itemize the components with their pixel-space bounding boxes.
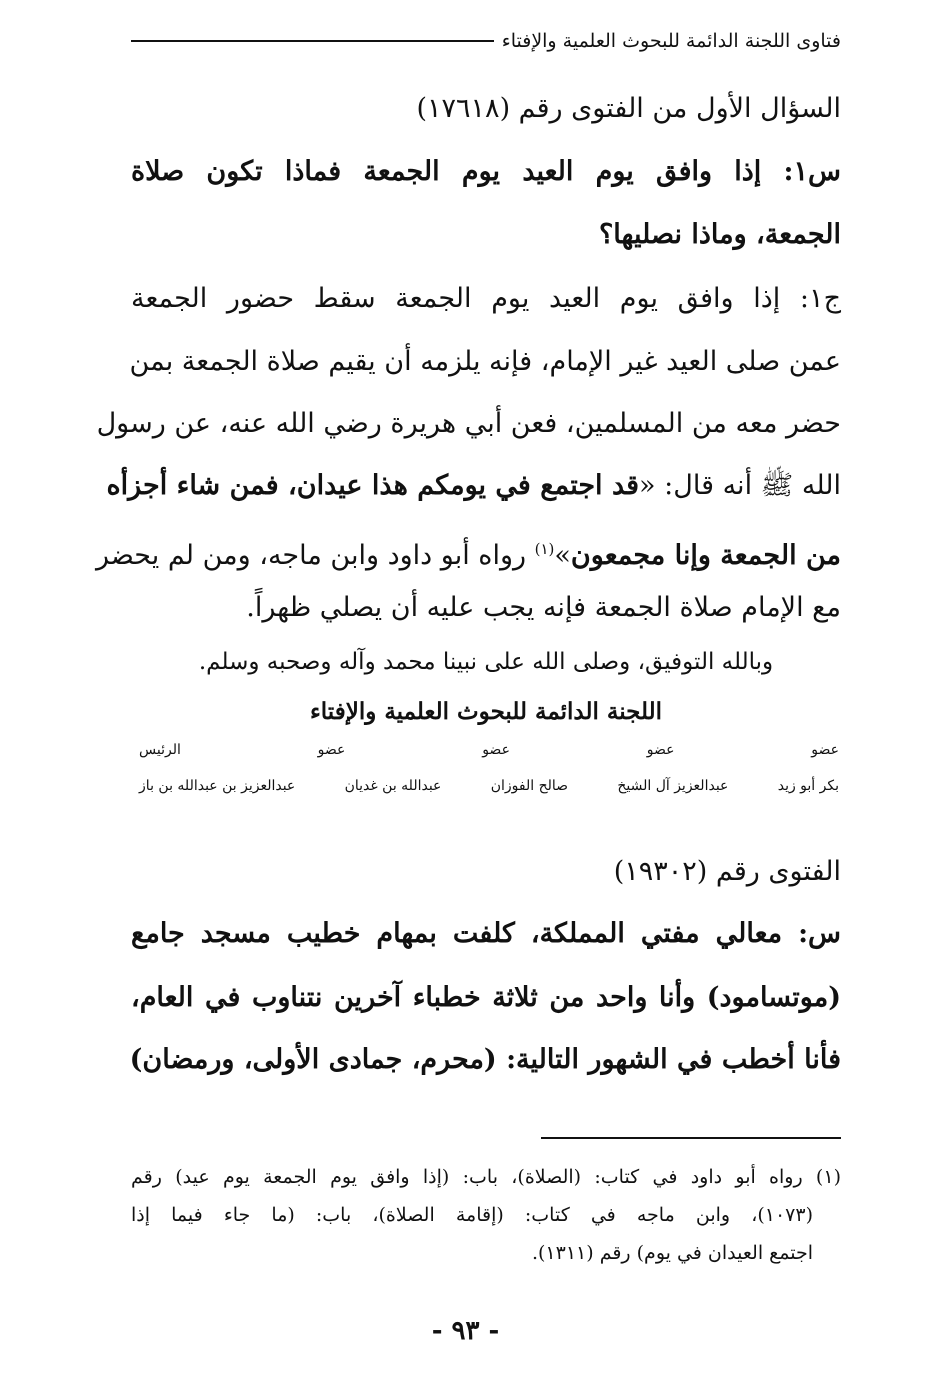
fatwa2-heading: الفتوى رقم (١٩٣٠٢)	[613, 856, 841, 887]
member-name: بكر أبو زيد	[777, 778, 839, 794]
fatwa1-answer-line	[95, 527, 841, 578]
hadith-text: قد اجتمع في يومكم هذا عيدان، فمن شاء أجزأه	[106, 470, 640, 501]
footnote-line: اجتمع العيدان في يوم) رقم (١٣١١).	[531, 1242, 813, 1264]
fatwa1-answer-line: ج١: إذا وافق يوم العيد يوم الجمعة سقط حضور الجمعة	[131, 283, 841, 314]
fatwa1-question-line: الجمعة، وماذا نصليها؟	[598, 219, 841, 250]
member-names	[139, 778, 839, 794]
fatwa1-answer-line: حضر معه من المسلمين، فعن أبي هريرة رضي الله عنه، عن رسول	[96, 408, 841, 439]
member-role: عضو	[317, 742, 346, 758]
member-name: عبدالعزيز بن عبدالله بن باز	[139, 778, 296, 794]
fatwa1-answer-line: عمن صلى العيد غير الإمام، فإنه يلزمه أن يقيم صلاة الجمعة بمن	[129, 346, 841, 377]
member-role: عضو	[482, 742, 510, 758]
footnote-separator	[541, 1137, 841, 1139]
fatwa1-answer-line	[106, 464, 841, 508]
footnote-line: (١٠٧٣)، وابن ماجه في كتاب: (إقامة الصلاة)، باب: (ما جاء فيما إذا	[131, 1204, 813, 1226]
member-role: عضو	[646, 742, 675, 758]
member-role: الرئيس	[139, 742, 181, 758]
quote-mark: »	[554, 540, 571, 571]
page-number: - ٩٣ -	[431, 1316, 500, 1346]
fatwa1-answer-line: مع الإمام صلاة الجمعة فإنه يجب عليه أن يصلي ظهراً.	[246, 592, 841, 623]
closing-line: وبالله التوفيق، وصلى الله على نبينا محمد وآله وصحبه وسلم.	[198, 649, 774, 675]
member-role: عضو	[811, 742, 839, 758]
running-header	[131, 30, 841, 52]
member-name: عبدالله بن غديان	[344, 778, 442, 794]
fatwa2-question-line: س: معالي مفتي المملكة، كلفت بمهام خطيب مسجد جامع	[131, 918, 841, 949]
committee-name: اللجنة الدائمة للبحوث العلمية والإفتاء	[309, 698, 663, 725]
hadith-text: من الجمعة وإنا مجمعون	[570, 540, 841, 571]
member-name: عبدالعزيز آل الشيخ	[617, 778, 729, 794]
answer-text: رواه أبو داود وابن ماجه، ومن لم يحضر	[95, 540, 535, 571]
footnote-line: (١) رواه أبو داود في كتاب: (الصلاة)، باب: (إذا وافق يوم الجمعة يوم عيد) رقم	[131, 1166, 841, 1188]
fatwa1-heading: السؤال الأول من الفتوى رقم (١٧٦١٨)	[416, 93, 841, 124]
fatwa2-question-line: فأنا أخطب في الشهور التالية: (محرم، جمادى الأولى، ورمضان)	[129, 1044, 841, 1075]
fatwa1-question-line: س١: إذا وافق يوم العيد يوم الجمعة فماذا تكون صلاة	[131, 156, 841, 187]
header-rule	[131, 40, 494, 42]
member-name: صالح الفوزان	[490, 778, 569, 794]
answer-text: الله ﷺ أنه قال: «	[639, 470, 841, 501]
member-roles	[139, 742, 839, 758]
fatwa2-question-line: (موتسامود) وأنا واحد من ثلاثة خطباء آخرين نتناوب في العام،	[131, 982, 841, 1013]
footnote-marker: (١)	[534, 540, 555, 558]
header-title: فتاوى اللجنة الدائمة للبحوث العلمية والإفتاء	[501, 30, 841, 52]
